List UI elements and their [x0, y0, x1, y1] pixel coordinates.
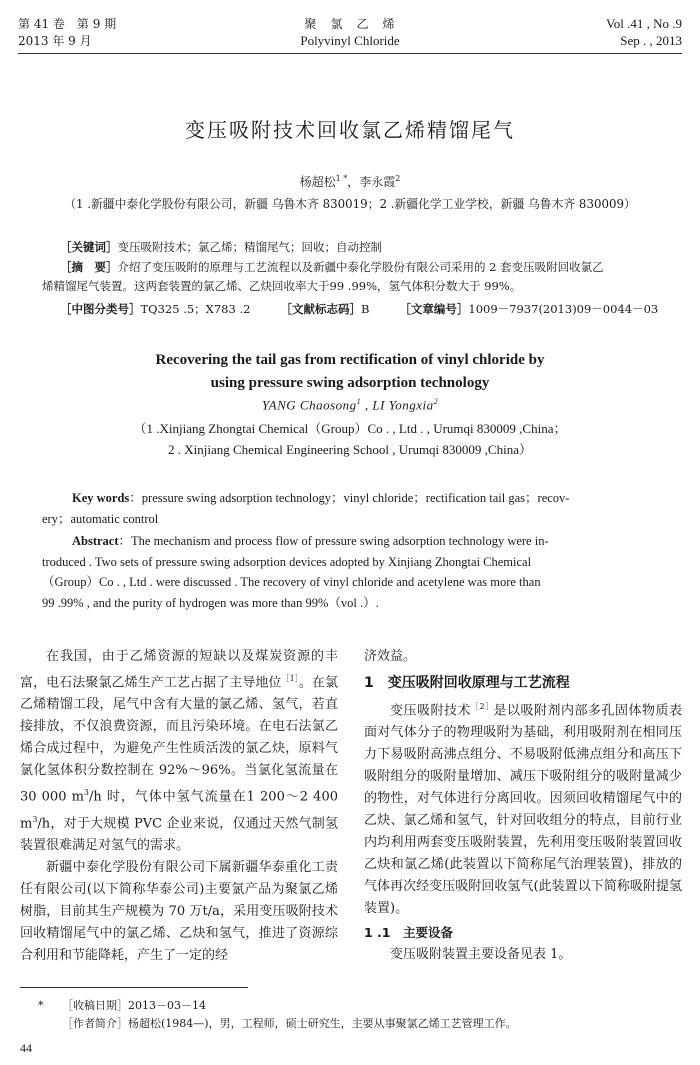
section-heading-1: 1 变压吸附回收原理与工艺流程 [364, 675, 570, 691]
journal-volume-en: Vol .41 , No .9 [606, 16, 682, 31]
abstract-cn: ［摘 要］介绍了变压吸附的原理与工艺流程以及新疆中泰化学股份有限公司采用的 2 套变压吸附回收氯乙 烯精馏尾气装置。这两套装置的氯乙烯、乙炔回收率大于99 .99%，氢气体积分数大于 99%。 [42, 260, 604, 293]
journal-date: 2013 年 9 月 [18, 34, 92, 48]
affiliation-en-line1: （1 .Xinjiang Zhongtai Chemical（Group）Co . , Ltd . , Urumqi 830009 ,China； [133, 421, 567, 436]
affiliation-cn: （1 .新疆中泰化学股份有限公司，新疆 乌鲁木齐 830019；2 .新疆化学工业学校，新疆 乌鲁木齐 830009） [64, 197, 636, 211]
journal-name-en: Polyvinyl Chloride [300, 33, 400, 48]
footnote-received: ［收稿日期］2013－03－14 [62, 999, 206, 1012]
article-title-en-line2: using pressure swing adsorption technology [210, 375, 490, 391]
keywords-cn: ［关键词］变压吸附技术；氯乙烯；精馏尾气；回收；自动控制 [60, 240, 382, 254]
journal-date-en: Sep . , 2013 [620, 33, 682, 48]
journal-volume-issue: 第 41 卷 第 9 期 [18, 17, 117, 31]
article-title-en-line1: Recovering the tail gas from rectification of vinyl chloride by [155, 352, 545, 368]
footnote-author: ［作者简介］杨超松(1984—)，男，工程师，硕士研究生，主要从事聚氯乙烯工艺管理工作。 [62, 1017, 517, 1030]
journal-name-cn: 聚 氯 乙 烯 [304, 17, 396, 31]
paragraph-continued: 济效益。 [364, 649, 417, 664]
article-title-cn: 变压吸附技术回收氯乙烯精馏尾气 [185, 118, 515, 142]
abstract-en: Abstract：The mechanism and process flow of pressure swing adsorption technology were in- troduced . Two sets of pressure swing adsorption devices adopted by Xinjiang Zhongtai Chemical （Group）Co . , Ltd . were discussed . The recovery of vinyl chloride and acetylene was more than 99 .99% , and the purity of hydrogen was more than 99%（vol .）. [42, 534, 549, 610]
keywords-en: Key words：pressure swing adsorption technology；vinyl chloride；rectification tail gas；recov- ery；automatic control [42, 491, 570, 526]
body-right-column [364, 646, 682, 966]
header-rule [18, 53, 682, 54]
body-left-column [20, 646, 338, 967]
authors-en: YANG Chaosong$^1$ , LI Yongxia$^2$ [261, 397, 439, 413]
page-number: 44 [20, 1041, 32, 1055]
section-heading-1-1: 1 .1 主要设备 [364, 925, 453, 941]
authors-cn: 杨超松$^{1 *}$，李永霞$^2$ [299, 174, 401, 189]
footnote-rule [20, 987, 248, 988]
footnote-star: * [38, 999, 44, 1012]
classification-line: ［中图分类号］TQ325 .5；X783 .2 ［文献标志码］B ［文章编号］1009－7937(2013)09－0044－03 [60, 302, 659, 316]
paragraph-principle: 变压吸附技术$^{[2]}$是以吸附剂内部多孔固体物质表面对气体分子的物理吸附为基础，利用吸附剂在相同压力下易吸附高沸点组分、不易吸附低沸点组分和高压下吸附组分的吸附量增加、减压下吸附组分的吸附量减少的物性，对气体进行分离回收。因须回收精馏尾气中的乙炔、氯乙烯和氢气，针对回收组分的特点，目前行业内均利用两套变压吸附装置，先利用变压吸附装置回收乙炔和氯乙烯(此装置以下简称尾气治理装置)，排放的气体再次经变压吸附回收氢气(此装置以下简称吸附提氢装置)。 [364, 702, 682, 917]
paragraph-company: 新疆中泰化学股份有限公司下属新疆华泰重化工责任有限公司(以下简称华泰公司)主要氯产品为聚氯乙烯树脂，目前其生产规模为 70 万t/a，采用变压吸附技术回收精馏尾气中的氯乙烯、乙炔和氢气，推进了资源综合利用和节能降耗，产生了一定的经 [20, 859, 338, 963]
affiliation-en-line2: 2 . Xinjiang Chemical Engineering School , Urumqi 830009 ,China） [168, 442, 532, 457]
paragraph-equipment: 变压吸附装置主要设备见表 1。 [390, 947, 572, 963]
paragraph-intro: 在我国，由于乙烯资源的短缺以及煤炭资源的丰富，电石法聚氯乙烯生产工艺占据了主导地位$^{[1]}$。在氯乙烯精馏工段，尾气中含有大量的氯乙烯、氢气，若直接排放，不仅浪费资源，而且污染环境。在电石法氯乙烯合成过程中，为避免产生性质活泼的氯乙炔，原料气氯化氢体积分数控制在 92%～96%。当氯化氢流量在 30 000 $m^3/h$ 时，气体中氢气流量在1 200～2 400 $m^3/h$，对于大规模 PVC 企业来说，仅通过天然气制氢装置很难满足对氢气的需求。 [20, 649, 338, 853]
